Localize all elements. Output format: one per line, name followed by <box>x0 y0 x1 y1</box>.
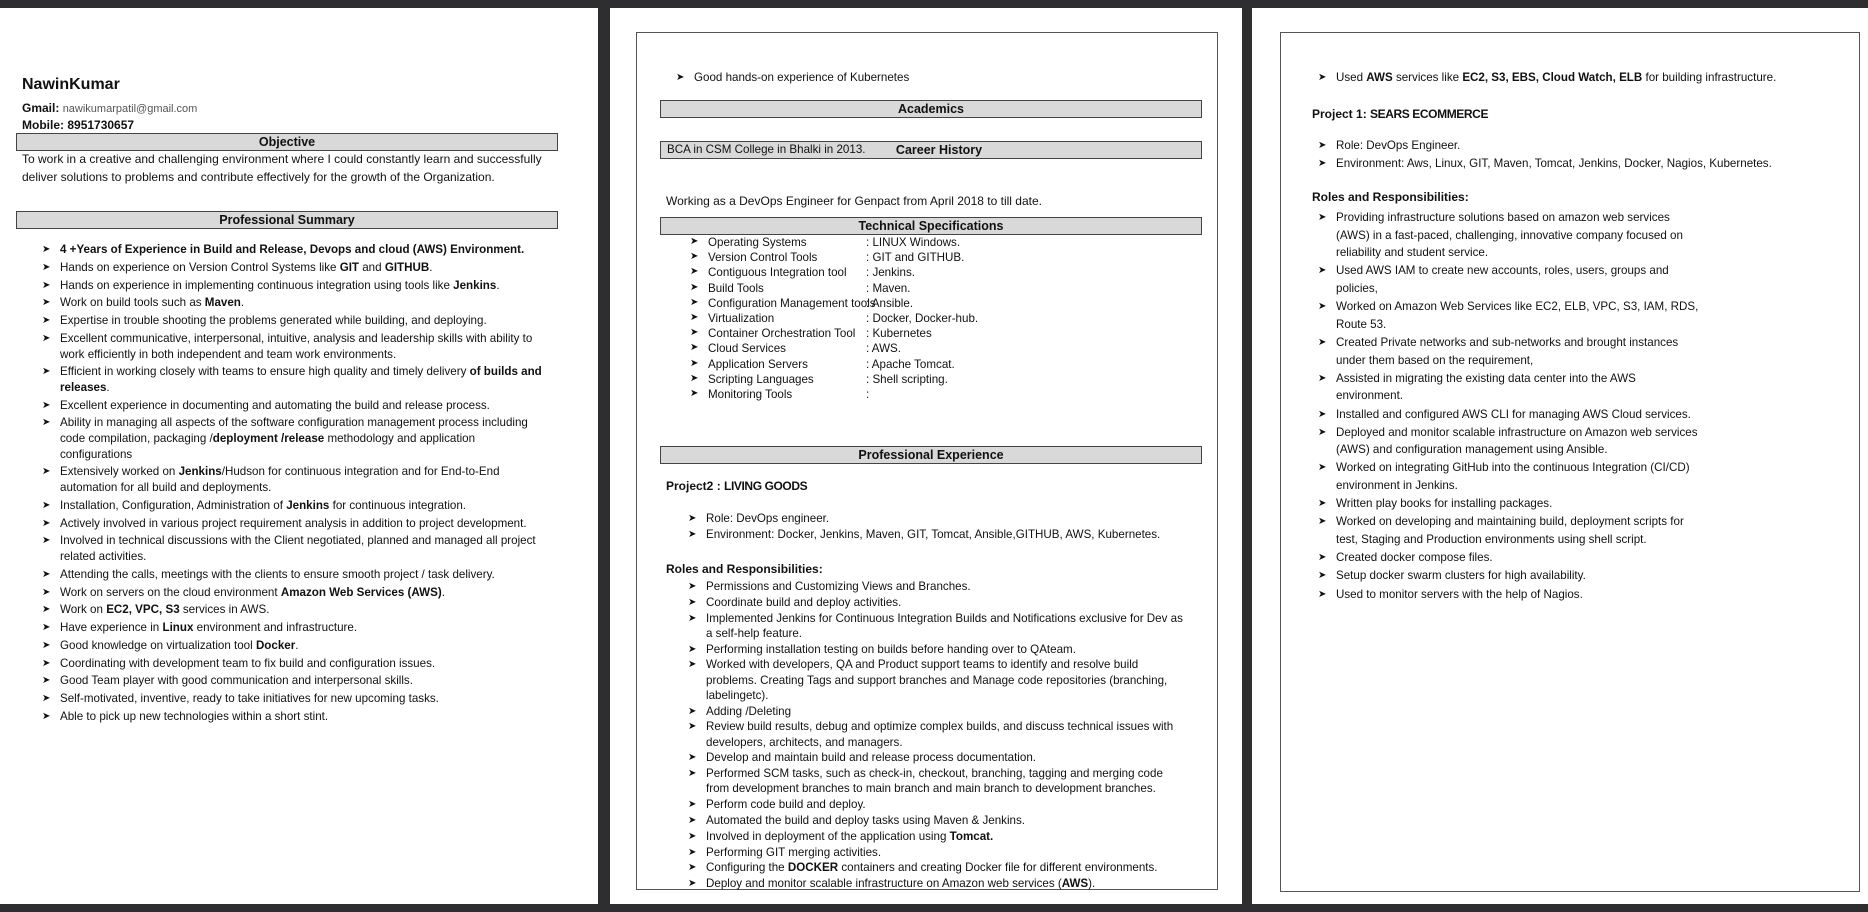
project1-title <box>1312 107 1488 121</box>
list-item: ➤ Role: DevOps Engineer. <box>1316 137 1846 155</box>
arrow-bullet-icon: ➤ <box>42 244 51 255</box>
item-text: Self-motivated, inventive, ready to take initiatives for new upcoming tasks. <box>60 692 439 706</box>
item-text: Perform code build and deploy. <box>706 798 866 812</box>
list-item <box>686 579 1186 594</box>
item-text: Assisted in migrating the existing data center into the AWS environment. <box>1336 371 1636 403</box>
item-text: Setup docker swarm clusters for high availability. <box>1336 569 1586 583</box>
item-text: . <box>429 260 433 274</box>
emphasis-text: of builds and releases <box>60 365 542 394</box>
item-text: Performing installation testing on builds before handing over to QAteam. <box>706 642 1076 656</box>
item-text: Performing GIT merging activities. <box>706 845 882 859</box>
item-text: Worked on integrating GitHub into the continuous Integration (CI/CD) environment in Jenkins. <box>1336 461 1690 493</box>
list-item <box>40 398 550 414</box>
item-text: . <box>496 278 500 292</box>
tech-value: : Maven. <box>866 281 911 295</box>
arrow-bullet-icon: ➤ <box>1318 336 1327 348</box>
arrow-bullet-icon: ➤ <box>1318 516 1327 528</box>
education-text: BCA in CSM College in Bhalki in 2013. <box>667 143 866 156</box>
list-item <box>40 498 550 514</box>
arrow-bullet-icon: ➤ <box>42 568 51 580</box>
tech-value: : Docker, Docker-hub. <box>866 312 979 325</box>
emphasis-text: AWS <box>1366 71 1393 84</box>
arrow-bullet-icon: ➤ <box>42 261 51 273</box>
arrow-bullet-icon: ➤ <box>1318 408 1327 420</box>
arrow-bullet-icon: ➤ <box>42 332 51 344</box>
list-item <box>1316 370 1706 405</box>
item-text: methodology and application configurations <box>60 432 476 461</box>
education-row <box>660 141 1202 159</box>
arrow-bullet-icon: ➤ <box>688 862 697 874</box>
arrow-bullet-icon: ➤ <box>690 312 699 323</box>
objective-line: deliver solutions to problems and contribute effectively for the growth of the Organization. <box>22 169 495 184</box>
resume-page-2 <box>610 8 1242 904</box>
project1-name: SEARS ECOMMERCE <box>1370 107 1489 121</box>
arrow-bullet-icon: ➤ <box>688 814 697 826</box>
list-item <box>1316 513 1706 548</box>
tech-value: : <box>866 388 870 401</box>
list-item <box>40 533 550 564</box>
arrow-bullet-icon: ➤ <box>688 705 697 717</box>
list-item: ➤ Environment: Docker, Jenkins, Maven, GIT, Tomcat, Ansible,GITHUB, AWS, Kubernetes. <box>688 527 1161 541</box>
arrow-bullet-icon: ➤ <box>42 622 51 634</box>
emphasis-text: Maven <box>204 296 241 310</box>
item-text: Permissions and Customizing Views and Branches. <box>706 580 971 593</box>
resume-page-3 <box>1252 8 1868 904</box>
tech-value: : Shell scripting. <box>866 372 948 386</box>
arrow-bullet-icon: ➤ <box>42 366 51 378</box>
tech-category: Scripting Languages <box>708 372 814 386</box>
emphasis-text: deployment /release <box>212 432 325 446</box>
arrow-bullet-icon: ➤ <box>42 710 51 722</box>
list-item <box>686 797 1186 812</box>
list-item: ➤ Good hands-on experience of Kubernetes <box>676 71 910 84</box>
item-text: /Hudson for continuous integration and for End-to-End automation for all build and deployments. <box>60 465 500 494</box>
tech-value: : Jenkins. <box>866 266 915 280</box>
project2-name: LIVING GOODS <box>724 479 808 493</box>
emphasis-text: Amazon Web Services (AWS) <box>280 585 442 599</box>
item-text: Good knowledge on virtualization tool <box>60 638 256 652</box>
list-item <box>1316 262 1706 297</box>
item-text: services like <box>1392 71 1463 84</box>
item-text: Installed and configured AWS CLI for managing AWS Cloud services. <box>1336 407 1691 421</box>
arrow-bullet-icon: ➤ <box>1318 212 1327 223</box>
arrow-bullet-icon: ➤ <box>42 639 51 651</box>
project1-label: Project 1: <box>1312 107 1367 121</box>
item-text: containers and creating Docker file for different environments. <box>838 861 1158 875</box>
emphasis-text: Jenkins <box>453 278 497 292</box>
arrow-bullet-icon: ➤ <box>688 513 697 524</box>
arrow-bullet-icon: ➤ <box>1318 462 1327 474</box>
tech-value: : Kubernetes <box>866 327 932 341</box>
tech-value: : GIT and GITHUB. <box>866 251 965 265</box>
objective-text <box>22 151 582 186</box>
arrow-bullet-icon: ➤ <box>690 236 699 247</box>
item-text: Created docker compose files. <box>1336 551 1493 565</box>
item-text: Hands on experience on Version Control Systems like <box>60 260 340 274</box>
list-item <box>40 516 550 532</box>
list-item <box>686 657 1186 703</box>
arrow-bullet-icon: ➤ <box>688 830 697 842</box>
tech-category: Version Control Tools <box>708 251 818 265</box>
list-item <box>1316 69 1846 87</box>
arrow-bullet-icon: ➤ <box>690 342 699 354</box>
arrow-bullet-icon: ➤ <box>1318 140 1327 151</box>
arrow-bullet-icon: ➤ <box>688 846 697 858</box>
arrow-bullet-icon: ➤ <box>42 466 51 478</box>
item-text: Develop and maintain build and release process documentation. <box>706 751 1036 765</box>
arrow-bullet-icon: ➤ <box>42 417 51 429</box>
emphasis-text: GIT <box>339 260 360 274</box>
list-item <box>1316 549 1706 567</box>
list-item <box>40 602 550 618</box>
list-item <box>1316 406 1706 424</box>
tech-category: Contiguous Integration tool <box>708 266 847 280</box>
list-item <box>686 860 1186 875</box>
list-item <box>1316 586 1706 604</box>
list-item <box>40 673 550 689</box>
list-item <box>1316 495 1706 513</box>
tech-category: Build Tools <box>708 281 764 295</box>
arrow-bullet-icon: ➤ <box>1318 498 1327 510</box>
tech-category: Monitoring Tools <box>708 388 793 401</box>
arrow-bullet-icon: ➤ <box>690 266 699 278</box>
list-item <box>40 415 550 462</box>
project1-details <box>1316 137 1846 173</box>
emphasis-text: EC2, S3, EBS, Cloud Watch, ELB <box>1462 71 1643 84</box>
item-text: Ability in managing all aspects of the software configuration management process including code compilation, packaging / <box>60 416 528 446</box>
arrow-bullet-icon: ➤ <box>42 315 51 327</box>
academics-heading: Academics <box>660 100 1202 118</box>
arrow-bullet-icon: ➤ <box>688 612 697 624</box>
tech-category: Application Servers <box>708 357 808 371</box>
tech-value: : Apache Tomcat. <box>866 357 955 371</box>
item-text: Worked on Amazon Web Services like EC2, ELB, VPC, S3, IAM, RDS, Route 53. <box>1336 300 1699 331</box>
arrow-bullet-icon: ➤ <box>42 297 51 309</box>
tech-category: Operating Systems <box>708 236 807 249</box>
arrow-bullet-icon: ➤ <box>688 799 697 811</box>
item-text: . <box>240 296 245 310</box>
item-text: for continuous integration. <box>329 498 467 512</box>
tech-category: Configuration Management tools <box>708 296 876 310</box>
emphasis-text: GITHUB <box>384 260 430 274</box>
list-item <box>40 567 550 583</box>
aws-list <box>1316 69 1846 87</box>
list-item <box>1316 567 1706 585</box>
list-item <box>686 611 1186 641</box>
arrow-bullet-icon: ➤ <box>676 72 685 83</box>
arrow-bullet-icon: ➤ <box>1318 372 1327 384</box>
mobile-line <box>22 118 134 132</box>
arrow-bullet-icon: ➤ <box>688 878 697 890</box>
mobile-label: Mobile: <box>22 118 64 132</box>
kubernetes-list <box>674 70 1174 86</box>
arrow-bullet-icon: ➤ <box>688 528 697 540</box>
item-text: Worked on developing and maintaining build, deployment scripts for test, Staging and Production environments using shell script. <box>1336 515 1684 547</box>
career-heading: Career History <box>895 143 983 157</box>
item-text: Deployed and monitor scalable infrastructure on Amazon web services (AWS) and configuration management using Ansible. <box>1336 425 1698 457</box>
item-text: Used <box>1336 71 1367 84</box>
list-item <box>1316 298 1706 333</box>
item-text: Involved in technical discussions with the Client negotiated, planned and managed all project related activities. <box>60 534 536 563</box>
arrow-bullet-icon: ➤ <box>688 596 697 608</box>
arrow-bullet-icon: ➤ <box>42 279 51 291</box>
objective-line: To work in a creative and challenging environment where I could constantly learn and successfully <box>22 152 542 166</box>
list-item <box>1316 334 1706 369</box>
arrow-bullet-icon: ➤ <box>688 643 697 655</box>
list-item <box>40 278 550 294</box>
arrow-bullet-icon: ➤ <box>690 281 699 293</box>
tech-specs-table <box>688 236 1188 436</box>
item-text: Deploy and monitor scalable infrastructure on Amazon web services ( <box>706 877 1062 891</box>
objective-heading: Objective <box>16 133 558 151</box>
item-text: Able to pick up new technologies within a short stint. <box>60 709 329 723</box>
item-text: and <box>359 260 385 274</box>
item-text: ). <box>1088 877 1096 891</box>
item-text: services in AWS. <box>179 603 270 617</box>
item-text: Created Private networks and sub-networks and brought instances under them based on the requirement, <box>1336 335 1679 367</box>
tech-heading: Technical Specifications <box>660 217 1202 235</box>
arrow-bullet-icon: ➤ <box>1318 72 1327 83</box>
list-item <box>40 295 550 311</box>
list-item <box>40 313 550 329</box>
item-text: Work on <box>60 603 107 617</box>
candidate-name: NawinKumar <box>22 76 120 93</box>
item-text: Work on build tools such as <box>60 296 205 310</box>
project2-title <box>666 479 807 493</box>
email-line <box>22 101 197 115</box>
item-text: Efficient in working closely with teams to ensure high quality and timely delivery <box>60 365 470 379</box>
item-text: Attending the calls, meetings with the clients to ensure smooth project / task delivery. <box>60 567 495 581</box>
item-text: Used AWS IAM to create new accounts, roles, users, groups and policies, <box>1336 264 1669 295</box>
tech-value: : LINUX Windows. <box>866 236 961 249</box>
email-value: nawikumarpatil@gmail.com <box>62 103 198 115</box>
list-item <box>40 364 550 395</box>
item-text: Used to monitor servers with the help of Nagios. <box>1336 587 1583 601</box>
emphasis-text: Jenkins <box>286 498 330 512</box>
list-item <box>686 876 1186 891</box>
item-text: Worked with developers, QA and Product support teams to identify and resolve build problems. Creating Tags and support branches and Manage code repositories (branching, labelingetc). <box>706 658 1168 702</box>
list-item <box>686 829 1186 844</box>
emphasis-text: EC2, VPC, S3 <box>106 603 180 617</box>
list-item <box>40 585 550 601</box>
tech-category: Cloud Services <box>708 342 786 356</box>
mobile-value: 8951730657 <box>67 118 135 132</box>
arrow-bullet-icon: ➤ <box>42 586 51 598</box>
resume-page-1 <box>0 8 598 904</box>
project2-label: Project2 : <box>666 479 721 493</box>
item-text: environment and infrastructure. <box>193 621 358 635</box>
arrow-bullet-icon: ➤ <box>1318 552 1327 564</box>
item-text: Extensively worked on <box>60 465 179 479</box>
arrow-bullet-icon: ➤ <box>690 251 699 263</box>
item-text: Written play books for installing packages. <box>1336 497 1553 511</box>
item-text: Implemented Jenkins for Continuous Integration Builds and Notifications exclusive for Dev as a self-help feature. <box>706 611 1183 640</box>
list-item <box>1316 209 1706 262</box>
arrow-bullet-icon: ➤ <box>1318 265 1327 277</box>
list-item: ➤ Role: DevOps engineer. <box>688 512 830 525</box>
item-text: Providing infrastructure solutions based on amazon web services (AWS) in a fast-paced, challenging, innovative company focused on reliability and student service. <box>1336 211 1683 260</box>
arrow-bullet-icon: ➤ <box>688 752 697 764</box>
list-item <box>1316 424 1706 459</box>
item-text: Configuring the <box>706 861 788 875</box>
arrow-bullet-icon: ➤ <box>42 604 51 616</box>
item-text: Involved in deployment of the application using <box>706 829 950 843</box>
emphasis-text: Docker <box>255 638 296 652</box>
experience-heading: Professional Experience <box>660 446 1202 464</box>
list-item <box>40 691 550 707</box>
tech-category: Container Orchestration Tool <box>708 327 856 341</box>
emphasis-text: Linux <box>162 621 194 635</box>
roles-heading: Roles and Responsibilities: <box>666 562 823 576</box>
list-item <box>686 704 1186 719</box>
arrow-bullet-icon: ➤ <box>690 296 699 308</box>
emphasis-text: AWS <box>1061 877 1089 891</box>
arrow-bullet-icon: ➤ <box>42 693 51 705</box>
list-item <box>40 638 550 654</box>
tech-category: Virtualization <box>708 312 775 325</box>
list-item <box>40 709 550 725</box>
arrow-bullet-icon: ➤ <box>1318 570 1327 582</box>
list-item <box>686 642 1186 657</box>
list-item <box>40 464 550 495</box>
list-item <box>686 719 1186 749</box>
emphasis-text: Jenkins <box>178 465 222 479</box>
arrow-bullet-icon: ➤ <box>1318 301 1327 313</box>
list-item <box>40 242 550 258</box>
list-item <box>686 813 1186 828</box>
item-text: Good Team player with good communication and interpersonal skills. <box>60 674 413 688</box>
emphasis-text: DOCKER <box>787 861 839 875</box>
list-item <box>686 595 1186 610</box>
summary-list <box>40 242 550 727</box>
item-text: Work on servers on the cloud environment <box>60 585 281 599</box>
list-item <box>40 260 550 276</box>
list-item <box>40 656 550 672</box>
arrow-bullet-icon: ➤ <box>688 659 697 671</box>
emphasis-text: 4 +Years of Experience in Build and Release, Devops and cloud (AWS) Environment. <box>60 243 525 256</box>
item-text: Excellent experience in documenting and automating the build and release process. <box>60 398 490 412</box>
item-text: . <box>106 380 110 394</box>
list-item <box>40 620 550 636</box>
item-text: Excellent communicative, interpersonal, intuitive, analysis and leadership skills with ability to work efficiently in both independent and team work environments. <box>60 331 533 361</box>
item-text: Review build results, debug and optimize complex builds, and discuss technical issues with developers, architects, and managers. <box>706 720 1174 749</box>
tech-value: : Ansible. <box>866 296 914 310</box>
list-item: ➤ Environment: Aws, Linux, GIT, Maven, Tomcat, Jenkins, Docker, Nagios, Kubernetes. <box>1316 155 1846 173</box>
item-text: Actively involved in various project requirement analysis in addition to project development. <box>60 516 527 530</box>
project2-details <box>686 511 1206 543</box>
arrow-bullet-icon: ➤ <box>690 357 699 369</box>
summary-heading: Professional Summary <box>16 211 558 229</box>
roles-heading: Roles and Responsibilities: <box>1312 190 1469 204</box>
arrow-bullet-icon: ➤ <box>690 327 699 339</box>
arrow-bullet-icon: ➤ <box>688 581 697 592</box>
item-text: Performed SCM tasks, such as check-in, checkout, branching, tagging and merging code from development branches to main branch and main branch to development branches. <box>706 767 1163 796</box>
arrow-bullet-icon: ➤ <box>1318 158 1327 170</box>
item-text: Coordinate build and deploy activities. <box>706 595 902 609</box>
arrow-bullet-icon: ➤ <box>42 499 51 511</box>
item-text: for building infrastructure. <box>1642 71 1777 84</box>
list-item <box>686 750 1186 765</box>
item-text: Installation, Configuration, Administration of <box>60 498 287 512</box>
roles-list <box>1316 209 1706 604</box>
item-text: . <box>295 638 299 652</box>
roles-list <box>686 579 1186 892</box>
item-text: Coordinating with development team to fix build and configuration issues. <box>60 656 436 670</box>
list-item <box>686 845 1186 860</box>
arrow-bullet-icon: ➤ <box>688 768 697 780</box>
item-text: Adding /Deleting <box>706 704 792 718</box>
arrow-bullet-icon: ➤ <box>1318 426 1327 438</box>
career-text: Working as a DevOps Engineer for Genpact from April 2018 to till date. <box>666 194 1042 208</box>
arrow-bullet-icon: ➤ <box>1318 588 1327 600</box>
item-text: Hands on experience in implementing continuous integration using tools like <box>60 278 454 292</box>
tech-value: : AWS. <box>866 342 902 356</box>
item-text: Automated the build and deploy tasks using Maven & Jenkins. <box>706 813 1026 827</box>
email-label: Gmail: <box>22 101 60 115</box>
arrow-bullet-icon: ➤ <box>690 388 699 399</box>
arrow-bullet-icon: ➤ <box>42 535 51 547</box>
item-text: . <box>441 585 445 599</box>
item-text: Expertise in trouble shooting the problems generated while building, and deploying. <box>60 314 487 328</box>
arrow-bullet-icon: ➤ <box>42 675 51 687</box>
item-text: Have experience in <box>60 621 163 635</box>
arrow-bullet-icon: ➤ <box>690 372 699 384</box>
list-item <box>40 331 550 362</box>
emphasis-text: Tomcat. <box>949 829 994 843</box>
arrow-bullet-icon: ➤ <box>688 721 697 733</box>
arrow-bullet-icon: ➤ <box>42 399 51 411</box>
list-item <box>1316 459 1706 494</box>
arrow-bullet-icon: ➤ <box>42 657 51 669</box>
arrow-bullet-icon: ➤ <box>42 517 51 529</box>
list-item <box>686 766 1186 796</box>
